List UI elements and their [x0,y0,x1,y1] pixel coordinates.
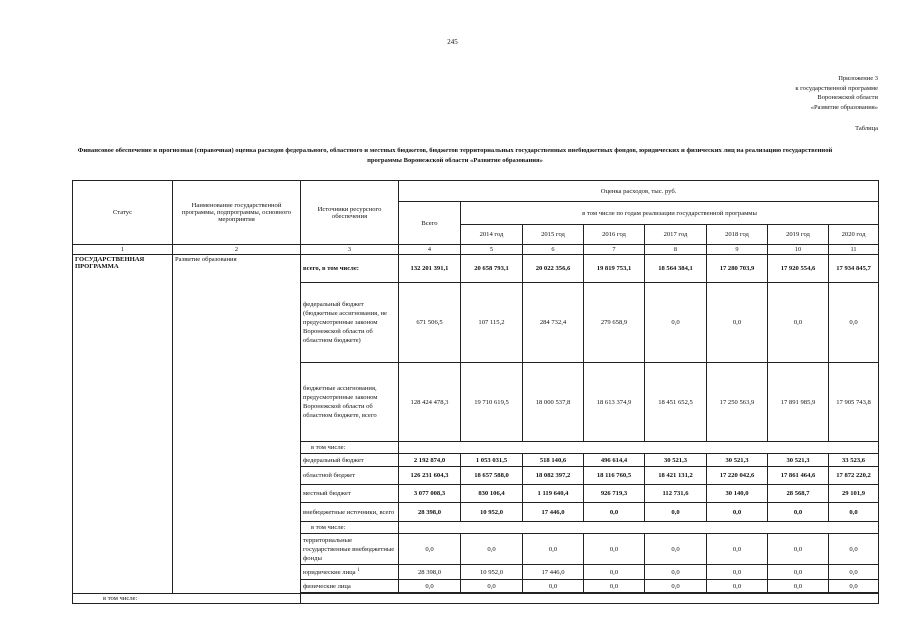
value-cell: 18 657 588,0 [461,467,523,485]
value-cell: 284 732,4 [523,283,584,363]
value-cell: 0,0 [707,503,768,522]
column-number: 6 [523,245,584,255]
value-cell: 18 000 537,8 [523,363,584,442]
value-cell: 0,0 [584,503,645,522]
value-cell: 0,0 [707,580,768,593]
source-label: федеральный бюджет [301,454,399,467]
header-year: 2018 год [707,225,768,245]
value-cell: 0,0 [768,283,829,363]
value-cell: 1 053 031,5 [461,454,523,467]
value-cell: 17 920 554,6 [768,255,829,283]
value-cell: 0,0 [829,580,879,593]
program-name-cell: Развитие образования [173,255,301,594]
value-cell: 10 952,0 [461,503,523,522]
value-cell: 17 280 703,9 [707,255,768,283]
value-cell: 128 424 478,3 [399,363,461,442]
value-cell: 0,0 [768,580,829,593]
column-number: 2 [173,245,301,255]
value-cell: 0,0 [645,503,707,522]
value-cell: 279 658,9 [584,283,645,363]
column-number: 7 [584,245,645,255]
column-number: 9 [707,245,768,255]
source-label-text: юридические лица [303,569,356,577]
table-row [73,255,879,283]
value-cell: 0,0 [707,534,768,565]
value-cell: 0,0 [768,503,829,522]
value-cell: 18 613 374,9 [584,363,645,442]
source-label: областной бюджет [301,467,399,485]
value-cell: 0,0 [768,534,829,565]
appendix-line: Воронежской области [817,94,878,101]
source-label: всего, в том числе: [301,255,399,283]
source-label: внебюджетные источники, всего [301,503,399,522]
value-cell: 18 082 397,2 [523,467,584,485]
value-cell: 28 568,7 [768,485,829,503]
header-total: Всего [399,202,461,245]
value-cell: 33 523,6 [829,454,879,467]
value-cell: 28 398,0 [399,503,461,522]
value-cell: 29 101,9 [829,485,879,503]
column-number: 5 [461,245,523,255]
value-cell: 18 451 652,5 [645,363,707,442]
value-cell: 17 905 743,8 [829,363,879,442]
value-cell: 107 115,2 [461,283,523,363]
header-year: 2015 год [523,225,584,245]
value-cell: 19 819 753,1 [584,255,645,283]
footnote-mark: 1 [357,568,360,574]
source-label: бюджетные ассигнования, предусмотренные законом Воронежской области об областном бюджете, всего [301,363,399,442]
document-title: Финансовое обеспечение и прогнозная (справочная) оценка расходов федерального, областного и местных бюджетов, бюджетов территориальных государственных внебюджетных фондов, юридических и физических лиц на реализацию государственной программы Воронежской области «Развитие образования» [77,147,833,164]
value-cell: 0,0 [461,534,523,565]
table-row [73,594,879,604]
header-status: Статус [73,181,173,245]
value-cell: 496 614,4 [584,454,645,467]
value-cell: 17 446,0 [523,565,584,580]
value-cell: 18 564 384,1 [645,255,707,283]
value-cell: 0,0 [829,503,879,522]
value-cell: 0,0 [461,580,523,593]
header-by-years: в том числе по годам реализации государственной программы [461,202,879,225]
appendix-line: Приложение 3 [838,75,878,82]
header-estimate: Оценка расходов, тыс. руб. [399,181,879,202]
value-cell: 0,0 [768,565,829,580]
source-label: федеральный бюджет (бюджетные ассигнования, не предусмотренные законом Воронежской области об областном бюджете) [301,283,399,363]
value-cell: 17 891 985,9 [768,363,829,442]
header-year: 2019 год [768,225,829,245]
value-cell: 17 250 563,9 [707,363,768,442]
value-cell: 0,0 [399,580,461,593]
source-label: в том числе: [301,442,399,454]
value-cell: 112 731,6 [645,485,707,503]
appendix-line: «Развитие образования» [810,103,878,111]
header-year: 2020 год [829,225,879,245]
value-cell: 132 201 391,1 [399,255,461,283]
empty-cell [399,522,879,534]
value-cell: 0,0 [523,580,584,593]
column-number: 3 [301,245,399,255]
value-cell: 518 140,6 [523,454,584,467]
source-label: физические лица [301,580,399,593]
subprogram-including-label: в том числе: [73,594,301,604]
value-cell: 17 861 464,6 [768,467,829,485]
source-label: местный бюджет [301,485,399,503]
value-cell: 0,0 [829,283,879,363]
value-cell: 0,0 [645,565,707,580]
value-cell: 1 119 640,4 [523,485,584,503]
value-cell: 0,0 [584,565,645,580]
value-cell: 30 521,3 [707,454,768,467]
value-cell: 19 710 619,5 [461,363,523,442]
header-name: Наименование государственной программы, подпрограммы, основного мероприятия [173,181,301,245]
column-number: 11 [829,245,879,255]
value-cell: 30 521,3 [768,454,829,467]
header-year: 2017 год [645,225,707,245]
value-cell: 18 421 131,2 [645,467,707,485]
value-cell: 0,0 [645,283,707,363]
table-label: Таблица [855,125,878,132]
value-cell: 671 506,5 [399,283,461,363]
value-cell: 0,0 [829,565,879,580]
column-number: 8 [645,245,707,255]
value-cell: 0,0 [645,534,707,565]
value-cell: 0,0 [584,580,645,593]
value-cell: 0,0 [707,283,768,363]
empty-cell [301,594,879,604]
value-cell: 10 952,0 [461,565,523,580]
value-cell: 18 116 760,5 [584,467,645,485]
header-sources: Источники ресурсного обеспечения [301,181,399,245]
value-cell: 17 220 042,6 [707,467,768,485]
column-number: 10 [768,245,829,255]
value-cell: 17 872 220,2 [829,467,879,485]
value-cell: 0,0 [645,580,707,593]
empty-cell [399,442,879,454]
value-cell: 17 446,0 [523,503,584,522]
header-year: 2016 год [584,225,645,245]
value-cell: 0,0 [707,565,768,580]
page-number: 245 [447,38,458,46]
appendix-note [795,74,878,112]
column-number: 1 [73,245,173,255]
value-cell: 0,0 [829,534,879,565]
source-label: территориальные государственные внебюджетные фонды [301,534,399,565]
value-cell: 28 398,0 [399,565,461,580]
value-cell: 30 521,3 [645,454,707,467]
status-cell: ГОСУДАРСТВЕННАЯ ПРОГРАММА [73,255,173,594]
finance-table [72,180,879,604]
header-year: 2014 год [461,225,523,245]
value-cell: 926 719,3 [584,485,645,503]
column-number: 4 [399,245,461,255]
value-cell: 0,0 [399,534,461,565]
value-cell: 0,0 [584,534,645,565]
value-cell: 3 077 008,3 [399,485,461,503]
value-cell: 126 231 604,3 [399,467,461,485]
value-cell: 30 140,0 [707,485,768,503]
value-cell: 830 106,4 [461,485,523,503]
value-cell: 20 022 356,6 [523,255,584,283]
value-cell: 0,0 [523,534,584,565]
appendix-line: к государственной программе [795,84,878,92]
value-cell: 2 192 874,0 [399,454,461,467]
source-label [301,565,399,580]
source-label: в том числе: [301,522,399,534]
value-cell: 17 934 845,7 [829,255,879,283]
value-cell: 20 658 793,1 [461,255,523,283]
